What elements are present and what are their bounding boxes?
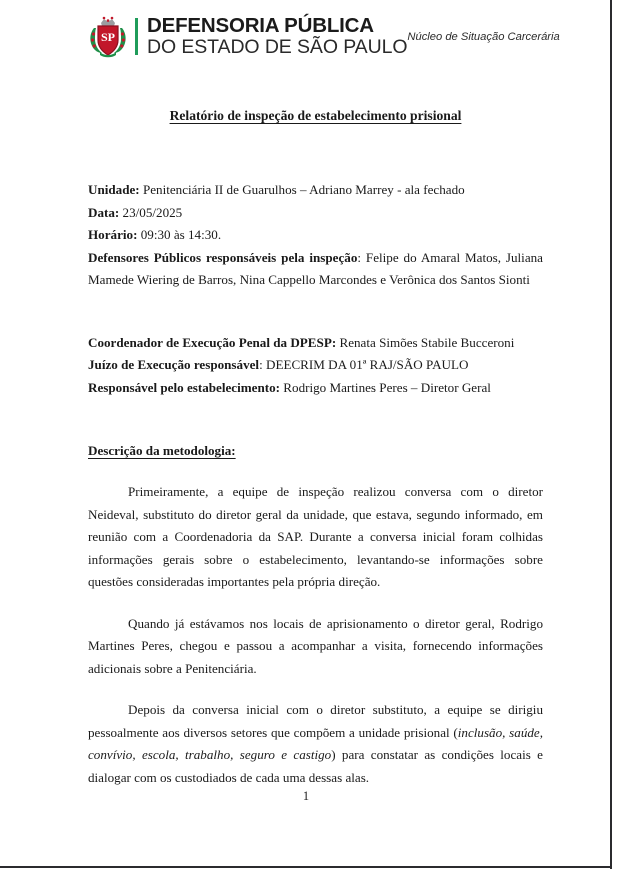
page-edge-right [610, 0, 612, 869]
heading-spacer [88, 462, 543, 481]
metadata-value: : DEECRIM DA 01ª RAJ/SÃO PAULO [259, 357, 469, 373]
metadata-spacer [88, 292, 543, 332]
paragraph-text: Quando já estávamos nos locais de aprisionamento o diretor geral, Rodrigo Martines Peres, chegou e passou a acompanhar a visita, fornecendo informações adicionais sobre a Penitenciária. [88, 615, 543, 676]
metadata-label: Defensores Públicos responsáveis pela inspeção [88, 249, 358, 265]
emphasis-text: inclusão, saúde, convívio, escola, trabalho, seguro e castigo [88, 724, 544, 763]
metadata-line [88, 247, 543, 292]
document-header [88, 14, 560, 58]
svg-text:SP: SP [100, 30, 116, 44]
metadata-label: Juízo de Execução responsável [88, 357, 260, 373]
metadata-value: : Felipe do Amaral Matos, Juliana Mamede Wiering de Barros, Nina Cappello Marcondes e Verônica dos Santos Sionti [88, 249, 543, 288]
brand-line-primary: DEFENSORIA PÚBLICA [147, 14, 374, 37]
metadata-label: Horário: [88, 227, 138, 243]
metadata-value: Renata Simões Stabile Bucceroni [336, 334, 515, 350]
metadata-block-secondary [88, 332, 543, 400]
metadata-label: Unidade: [88, 182, 140, 198]
body-paragraph [88, 613, 543, 681]
section-heading-methodology: Descrição da metodologia: [88, 442, 236, 458]
body-paragraph [88, 699, 543, 789]
metadata-block-primary [88, 179, 543, 292]
paragraph-text: ) para constatar as condições locais e dialogar com os custodiados de cada uma dessas alas. [88, 747, 543, 785]
metadata-line [88, 224, 543, 247]
paragraph-text: Depois da conversa inicial com o diretor substituto, a equipe se dirigiu pessoalmente aos diversos setores que compõem a unidade prisional ( [88, 702, 543, 740]
metadata-line [88, 332, 543, 355]
metadata-label: Coordenador de Execução Penal da DPESP: [88, 334, 337, 350]
metadata-value: Rodrigo Martines Peres – Diretor Geral [280, 379, 491, 395]
brand-text [147, 15, 407, 57]
methodology-paragraphs [88, 481, 543, 789]
page-edge-bottom [0, 866, 612, 868]
brand-lockup [88, 14, 407, 58]
metadata-value: Penitenciária II de Guarulhos – Adriano Marrey - ala fechado [139, 182, 465, 198]
section-spacer [88, 400, 543, 440]
metadata-line [88, 179, 543, 202]
metadata-line [88, 377, 543, 400]
page-title: Relatório de inspeção de estabelecimento prisional [169, 108, 462, 123]
page-number: 1 [302, 789, 310, 803]
header-unit-label: Núcleo de Situação Carcerária [407, 31, 560, 43]
paragraph-text: Primeiramente, a equipe de inspeção realizou conversa com o diretor Neideval, substituto do diretor geral da unidade, que estava, segundo informado, em reunião com a Coordenadoria da SAP. Durante a conversa inicial foram colhidas informações gerais sobre o estabelecimento, levantando-se informações sobre questões consideradas importantes pela própria direção. [88, 484, 543, 590]
metadata-value: 09:30 às 14:30. [137, 227, 222, 243]
body-paragraph [88, 481, 543, 594]
document-body [88, 104, 543, 789]
metadata-value: 23/05/2025 [119, 204, 183, 220]
metadata-label: Responsável pelo estabelecimento: [88, 379, 281, 395]
brand-divider [135, 18, 138, 55]
metadata-line [88, 202, 543, 225]
brand-line-secondary: DO ESTADO DE SÃO PAULO [147, 35, 408, 58]
metadata-label: Data: [88, 204, 120, 220]
metadata-line [88, 354, 543, 377]
sao-paulo-state-crest-icon [88, 14, 128, 58]
